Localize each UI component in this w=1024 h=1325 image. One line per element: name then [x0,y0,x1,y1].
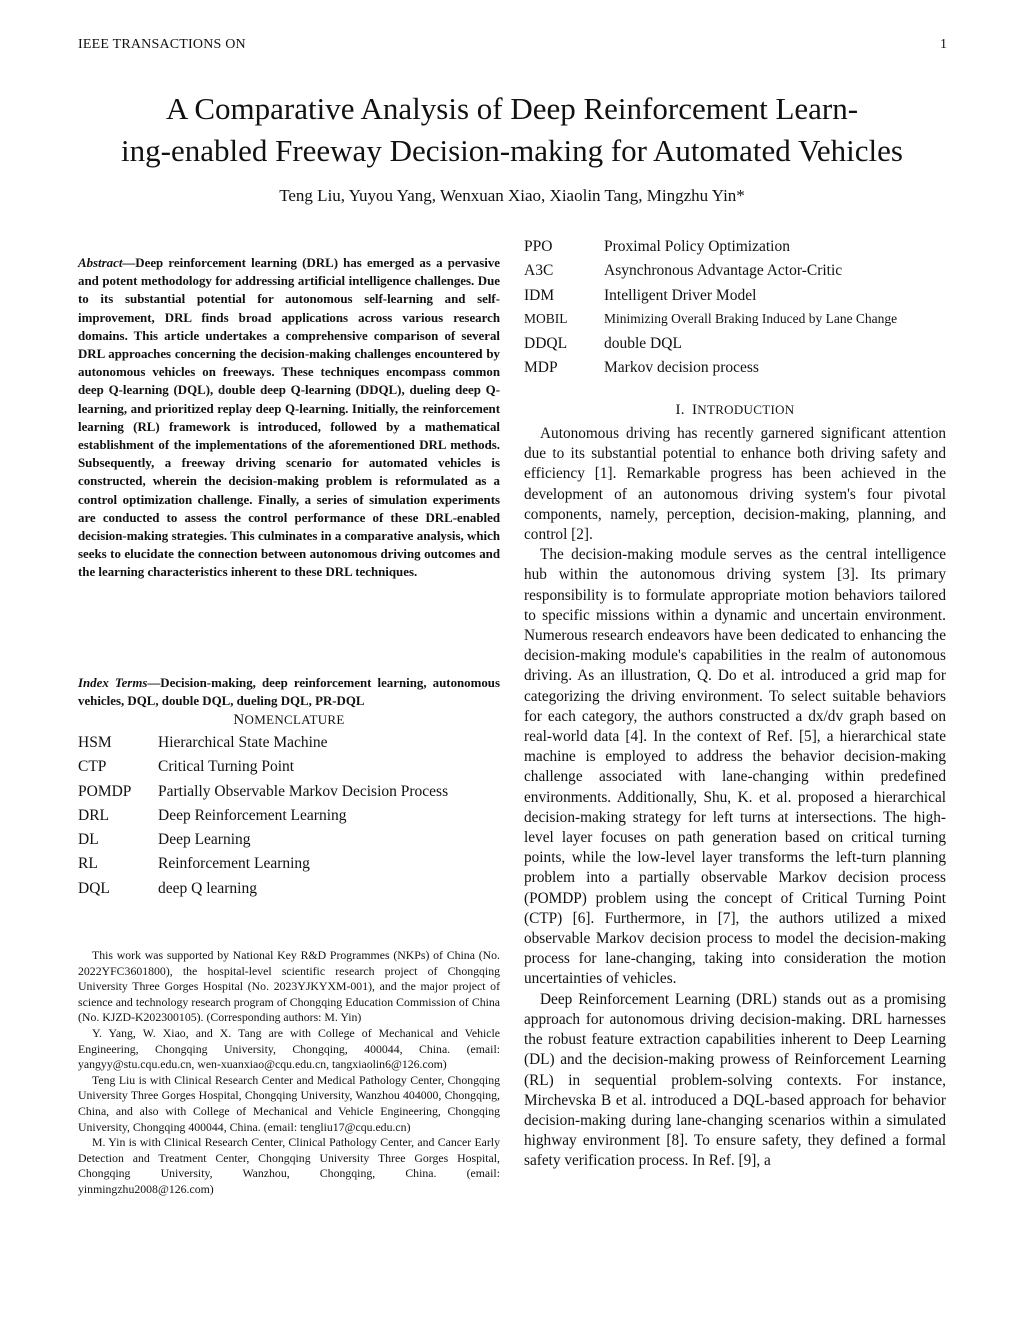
footnote-funding: This work was supported by National Key R&D Programmes (NKPs) of China (No. 2022YFC3601800), the hospital-level scientific research project of Chongqing University Three Gorges Hospital (No. 2023YJKYXM-001), and the major project of science and technology research program of Chongqing Education Commission of China (No. KJZD-K202300105). (Corresponding authors: M. Yin) [78,948,500,1025]
journal-name: IEEE TRANSACTIONS ON [78,37,246,52]
nomenclature-abbr: MDP [524,359,558,377]
nomenclature-def: Critical Turning Point [158,758,295,776]
index-terms-label: Index Terms [78,676,148,690]
nomenclature-abbr: RL [78,855,98,873]
nomenclature-row [524,335,964,359]
nomenclature-abbr: DDQL [524,335,568,353]
nomenclature-def: Markov decision process [604,359,759,377]
nomenclature-abbr: HSM [78,734,112,751]
introduction-heading-initial: I [691,402,698,418]
nomenclature-heading-initial: N [233,712,245,728]
paragraph: Deep Reinforcement Learning (DRL) stands out as a promising approach for autonomous driving decision-making. DRL harnesses the robust feature extraction capabilities inherent to Deep Learning (DL) and the decision-making prowess of Reinforcement Learning (RL) in sequential problem-solving contexts. For instance, Mirchevska B et al. introduced a DQL-based approach for behavior decision-making during lane-changing scenarios within a simulated highway environment [8]. To ensure safety, they defined a formal safety verification process. In Ref. [9], a [524,990,946,1170]
nomenclature-abbr: PPO [524,238,553,255]
abstract [78,254,500,582]
title-line-2: ing-enabled Freeway Decision-making for Automated Vehicles [121,133,903,168]
nomenclature-def: deep Q learning [158,879,257,897]
nomenclature-row [524,359,964,383]
nomenclature-abbr: DL [78,831,99,849]
abstract-text: —Deep reinforcement learning (DRL) has emerged as a pervasive and potent methodology for addressing artificial intelligence challenges. Due to its substantial potential for autonomous self-learning and self-improvement, DRL finds broad applications across various research domains. This article undertakes a comprehensive comparison of several DRL approaches concerning the decision-making challenges encountered by autonomous vehicles on freeways. These techniques encompass common deep Q-learning (DQL), double deep Q-learning (DDQL), dueling deep Q-learning, and prioritized replay deep Q-learning. Initially, the reinforcement learning (RL) framework is introduced, followed by a mathematical establishment of the implementations of the aforementioned DRL methods. Subsequently, a freeway driving scenario for automated vehicles is constructed, wherein the decision-making problem is reformulated as a control optimization challenge. Finally, a series of simulation experiments are conducted to assess the control performance of these DRL-enabled decision-making strategies. This culminates in a comparative analysis, which seeks to elucidate the connection between autonomous driving outcomes and the learning characteristics inherent to these DRL techniques. [78,256,500,580]
nomenclature-abbr: POMDP [78,782,132,800]
footnotes [78,948,500,1198]
paragraph: Autonomous driving has recently garnered significant attention due to its substantial potential to enhance both driving safety and efficiency [1]. Remarkable progress has been achieved in the development of an autonomous driving system's four pivotal components, namely, perception, decision-making, planning, and control [2]. [524,425,946,544]
nomenclature-abbr: DQL [78,879,110,897]
author-list: Teng Liu, Yuyou Yang, Wenxuan Xiao, Xiaolin Tang, Mingzhu Yin* [279,186,745,205]
title-line-1: A Comparative Analysis of Deep Reinforcement Learn- [165,91,859,126]
nomenclature-def: Asynchronous Advantage Actor-Critic [604,262,843,280]
nomenclature-row [524,287,964,311]
nomenclature-def: Minimizing Overall Braking Induced by Lane Change [604,310,898,326]
page-number: 1 [940,37,947,52]
nomenclature-row [78,855,518,879]
nomenclature-def: Deep Reinforcement Learning [158,806,347,824]
footnote-affiliation: M. Yin is with Clinical Research Center, Clinical Pathology Center, and Cancer Early Detection and Treatment Center, Chongqing University Three Gorges Hospital, Chongqing University, Wanzhou, Chongqing, China. (email: yinmingzhu2008@126.com) [78,1135,500,1196]
section-numeral: I. [675,402,685,418]
nomenclature-row [524,238,964,262]
nomenclature-row [78,831,518,855]
nomenclature-def: Hierarchical State Machine [158,734,328,751]
nomenclature-abbr: A3C [524,262,554,280]
nomenclature-row [524,311,964,335]
footnote-affiliation: Y. Yang, W. Xiao, and X. Tang are with College of Mechanical and Vehicle Engineering, Chongqing University, Chongqing, 400044, China. (email: yangyy@stu.cqu.edu.cn, wen-xuanxiao@cqu.edu.cn, tangxiaolin6@126.com) [78,1025,500,1072]
introduction-body [524,424,946,1172]
nomenclature-list-left [78,734,518,904]
index-terms-text: —Decision-making, deep reinforcement learning, autonomous vehicles, DQL, double DQL, dueling DQL, PR-DQL [78,676,500,709]
nomenclature-row [78,880,518,904]
nomenclature-row [78,734,518,758]
introduction-heading [524,402,946,419]
nomenclature-abbr: MOBIL [524,310,568,326]
nomenclature-abbr: CTP [78,758,107,776]
paragraph: The decision-making module serves as the central intelligence hub within the autonomous driving system [3]. Its primary responsibility is to formulate appropriate motion behaviors tailored to specific missions within a dynamic and uncertain environment. Numerous research endeavors have been dedicated to enhancing the decision-making module's capabilities in the realm of autonomous driving. As an illustration, Q. Do et al. introduced a grid map for categorizing the driving environment. To select suitable behaviors for each category, the authors constructed a dx/dv graph based on real-world data [4]. In the context of Ref. [5], a hierarchical state machine is employed to address the behavior decision-making challenge associated with lane-changing within predefined environments. Additionally, Shu, K. et al. proposed a hierarchical decision-making strategy for left turns at intersections. The high-level layer focuses on path generation based on critical turning points, while the low-level layer transforms the left-turn planning problem into a partially observable Markov decision process (POMDP) problem using the concept of Critical Turning Point (CTP) [6]. Furthermore, in [7], the authors utilized a mixed observable Markov decision process to model the decision-making process for lane-changing, taking into consideration the motion uncertainties of vehicles. [524,546,946,988]
nomenclature-list-right [524,238,964,384]
abstract-label: Abstract [78,256,123,270]
introduction-heading-rest: NTRODUCTION [697,402,795,417]
nomenclature-row [524,262,964,286]
nomenclature-def: Partially Observable Markov Decision Process [158,782,449,800]
index-terms [78,674,500,710]
nomenclature-def: Proximal Policy Optimization [604,238,790,255]
nomenclature-row [78,807,518,831]
nomenclature-def: Reinforcement Learning [158,855,310,873]
nomenclature-abbr: DRL [78,806,109,824]
nomenclature-row [78,758,518,782]
paper-title [60,88,964,172]
nomenclature-heading [78,712,500,729]
nomenclature-row [78,783,518,807]
nomenclature-def: Intelligent Driver Model [604,286,757,304]
nomenclature-def: double DQL [604,335,682,353]
nomenclature-heading-rest: OMENCLATURE [244,712,345,727]
nomenclature-def: Deep Learning [158,831,251,849]
footnote-affiliation: Teng Liu is with Clinical Research Center and Medical Pathology Center, Chongqing University Three Gorges Hospital, Chongqing University, Wanzhou 404000, Chongqing, China, and also with College of Mechanical and Vehicle Engineering, Chongqing University, Chongqing 400044, China. (email: tengliu17@cqu.edu.cn) [78,1072,500,1134]
nomenclature-abbr: IDM [524,286,555,304]
